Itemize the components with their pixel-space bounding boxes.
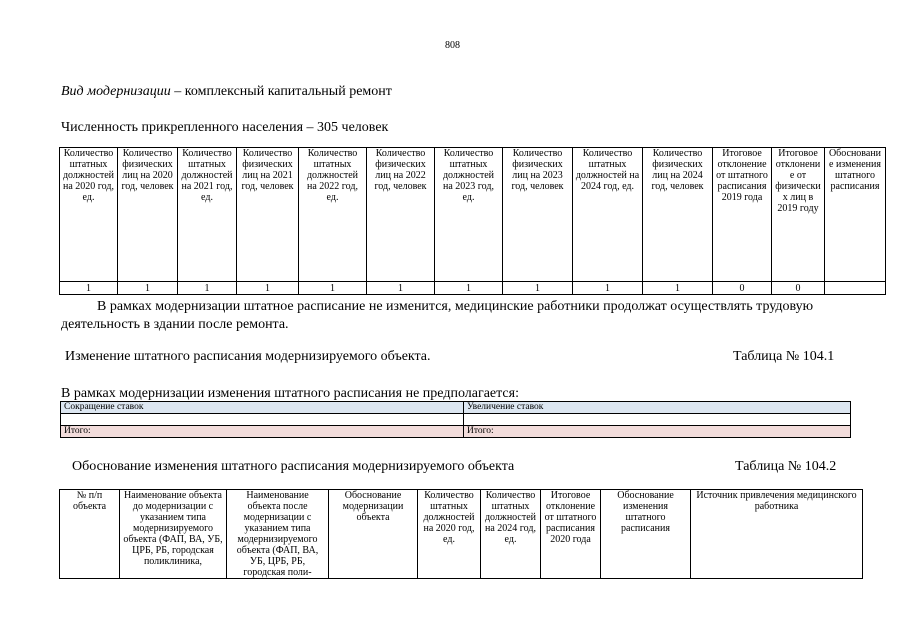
staff-value-cell <box>825 282 886 295</box>
justification-header-cell: Обоснование модернизации объекта <box>329 490 418 579</box>
justification-header-cell: Обоснование изменения штатного расписания <box>601 490 691 579</box>
staff-header-cell: Итоговое отклонение от штатного расписания 2019 года <box>713 148 772 282</box>
staff-value-cell: 0 <box>713 282 772 295</box>
staff-header-cell: Количество штатных должностей на 2024 год, ед. <box>573 148 643 282</box>
staff-header-cell: Количество штатных должностей на 2023 год, ед. <box>435 148 503 282</box>
justification-header-cell: Наименование объекта до модернизации с указанием типа модернизируемого объекта (ФАП, ВА, УБ, ЦРБ, РБ, городская поликлиника, <box>120 490 227 579</box>
table-104-1-number: Таблица № 104.1 <box>733 349 835 364</box>
staff-value-cell: 0 <box>772 282 825 295</box>
no-change-statement: В рамках модернизации изменения штатного расписания не предполагается: <box>61 386 519 401</box>
table-104-1-title: Изменение штатного расписания модернизируемого объекта. <box>65 349 431 364</box>
staff-value-cell: 1 <box>178 282 237 295</box>
justification-header-cell: Количество штатных должностей на 2020 год, ед. <box>418 490 481 579</box>
staff-change-total-row <box>61 426 851 438</box>
table-104-2-number: Таблица № 104.2 <box>735 459 837 474</box>
staff-table-value-row <box>60 282 886 295</box>
staff-change-table <box>60 401 851 438</box>
justification-table <box>59 489 863 579</box>
empty-cell <box>464 414 851 426</box>
justification-header-cell: Количество штатных должностей на 2024 год, ед. <box>481 490 541 579</box>
staff-value-cell: 1 <box>60 282 118 295</box>
staff-header-cell: Количество физических лиц на 2022 год, человек <box>367 148 435 282</box>
reduction-header: Сокращение ставок <box>61 402 464 414</box>
staff-table-header-row <box>60 148 886 282</box>
modernization-text: – комплексный капитальный ремонт <box>170 84 392 99</box>
justification-header-cell: Итоговое отклонение от штатного расписания 2020 года <box>541 490 601 579</box>
page-number: 808 <box>445 40 460 51</box>
total-left: Итого: <box>61 426 464 438</box>
increase-header: Увеличение ставок <box>464 402 851 414</box>
justification-header-cell: № п/п объекта <box>60 490 120 579</box>
modernization-label: Вид модернизации <box>61 84 171 99</box>
staff-change-empty-row <box>61 414 851 426</box>
staff-value-cell: 1 <box>367 282 435 295</box>
staff-header-cell: Количество физических лиц на 2023 год, человек <box>503 148 573 282</box>
staff-value-cell: 1 <box>573 282 643 295</box>
staff-header-cell: Обоснование изменения штатного расписания <box>825 148 886 282</box>
modernization-type <box>61 84 392 100</box>
staff-header-cell: Количество штатных должностей на 2022 год, ед. <box>299 148 367 282</box>
staff-header-cell: Итоговое отклонение от физических лиц в 2019 году <box>772 148 825 282</box>
staff-header-cell: Количество физических лиц на 2021 год, человек <box>237 148 299 282</box>
staff-change-header-row <box>61 402 851 414</box>
staff-value-cell: 1 <box>299 282 367 295</box>
total-right: Итого: <box>464 426 851 438</box>
staff-table <box>59 147 886 295</box>
justification-header-cell: Наименование объекта после модернизации с указанием типа модернизируемого объекта (ФАП, ВА, УБ, ЦРБ, РБ, городская поли- <box>227 490 329 579</box>
justification-header-cell: Источник привлечения медицинского работника <box>691 490 863 579</box>
staff-header-cell: Количество физических лиц на 2024 год, человек <box>643 148 713 282</box>
staff-value-cell: 1 <box>643 282 713 295</box>
staff-header-cell: Количество штатных должностей на 2020 год, ед. <box>60 148 118 282</box>
table-104-2-title: Обоснование изменения штатного расписания модернизируемого объекта <box>72 459 515 474</box>
justification-header-row <box>60 490 863 579</box>
population-line: Численность прикрепленного населения – 305 человек <box>61 120 389 135</box>
modernization-paragraph: В рамках модернизации штатное расписание не изменится, медицинские работники продолжат осуществлять трудовую деятельность в здании после ремонта. <box>61 299 814 332</box>
staff-value-cell: 1 <box>237 282 299 295</box>
staff-value-cell: 1 <box>435 282 503 295</box>
staff-header-cell: Количество штатных должностей на 2021 год, ед. <box>178 148 237 282</box>
staff-value-cell: 1 <box>118 282 178 295</box>
empty-cell <box>61 414 464 426</box>
staff-header-cell: Количество физических лиц на 2020 год, человек <box>118 148 178 282</box>
staff-value-cell: 1 <box>503 282 573 295</box>
